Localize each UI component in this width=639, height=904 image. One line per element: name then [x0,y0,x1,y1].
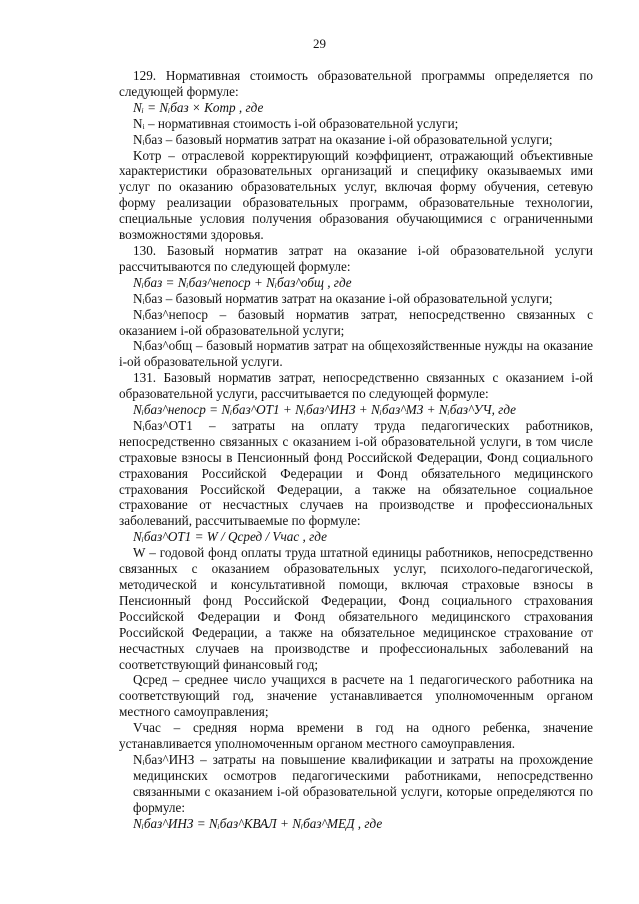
formula-direct-costs: Nᵢбаз^непоср = Nᵢбаз^ОТ1 + Nᵢбаз^ИНЗ + Nᵢбаз^МЗ + Nᵢбаз^УЧ, где [133,402,517,418]
paragraph-129: 129. Нормативная стоимость образовательной программы определяется по следующей формуле: [119,68,593,99]
definition-w: W – годовой фонд оплаты труда штатной единицы работников, непосредственно связанных с оказанием образовательных услуг, психолого-педагогической, методической и консультативной помощи, включая страховые взносы в Пенсионный фонд Российской Федерации, Фонд социального страхования Российской Федерации и Фонд обязательного медицинского страхования Российской Федерации, а также на обязательное медицинское страхование от несчастных случаев на производстве и профессиональных заболеваний на соответствующий финансовый год; [119,545,593,672]
paragraph-131: 131. Базовый норматив затрат, непосредственно связанных с оказанием i-ой образовательной услуги, рассчитывается по следующей формуле: [119,370,593,402]
page-number: 29 [313,36,326,51]
formula-inz: Nᵢбаз^ИНЗ = Nᵢбаз^КВАЛ + Nᵢбаз^МЕД , где [133,815,383,831]
definition-nibaz-obsh: Nᵢбаз^общ – базовый норматив затрат на общехозяйственные нужды на оказание i-ой образовательной услуги. [119,338,593,370]
definition-ni: Nᵢ – нормативная стоимость i-ой образовательной услуги; [133,115,459,131]
formula-base-normative: Nᵢбаз = Nᵢбаз^непоср + Nᵢбаз^общ , где [133,274,352,290]
definition-nibaz: Nᵢбаз – базовый норматив затрат на оказание i-ой образовательной услуги; [133,131,553,147]
formula-ot1: Nᵢбаз^ОТ1 = W / Qсред / Vчас , где [133,529,327,545]
definition-qsred: Qсред – среднее число учащихся в расчете на 1 педагогического работника на соответствующий год, значение устанавливается уполномоченным органом местного самоуправления; [119,672,593,720]
definition-kotr: Kотр – отраслевой корректирующий коэффициент, отражающий объективные характеристики образовательных организаций и специфику оказываемых ими услуг по оказанию образовательных услуг, включая форму обучения, сетевую форму реализации образовательных программ, образовательные технологии, специальные условия получения образования обучающимися с ограниченными возможностями здоровья. [119,147,593,243]
definition-inz: Nᵢбаз^ИНЗ – затраты на повышение квалификации и затраты на прохождение медицинских осмотров педагогическими работниками, непосредственно связанными с оказанием i-ой образовательной услуги, которые определяются по формуле: [133,751,593,815]
document-body [119,68,593,832]
formula-normative-cost: Nᵢ = Nᵢбаз × Kотр , где [133,99,264,115]
definition-nibaz-neposr: Nᵢбаз^непоср – базовый норматив затрат, непосредственно связанных с оказанием i-ой образовательной услуги; [119,306,593,338]
paragraph-130: 130. Базовый норматив затрат на оказание i-ой образовательной услуги рассчитываются по следующей формуле: [119,242,593,274]
definition-nibaz-2: Nᵢбаз – базовый норматив затрат на оказание i-ой образовательной услуги; [133,290,553,306]
definition-vchas: Vчас – средняя норма времени в год на одного ребенка, значение устанавливается уполномоченным органом местного самоуправления. [119,720,593,752]
definition-ot1: Nᵢбаз^ОТ1 – затраты на оплату труда педагогических работников, непосредственно связанных с оказанием i-ой образовательной услуги, в том числе страховые взносы в Пенсионный фонд Российской Федерации, Фонд социального страхования Российской Федерации и Фонд обязательного медицинского страхования Российской Федерации, а также на обязательное социальное страхование от несчастных случаев на производстве и профессиональных заболеваний, рассчитываемые по формуле: [119,417,593,529]
